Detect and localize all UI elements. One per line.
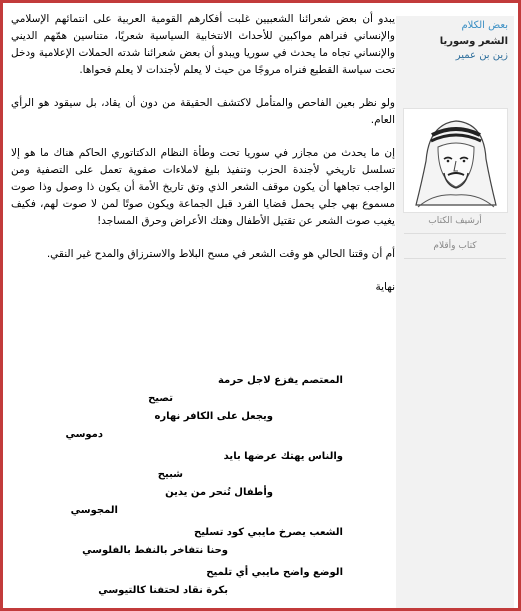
- author-sketch-icon: [404, 109, 507, 212]
- article-paragraph: يبدو أن بعض شعرائنا الشعبيين غلبت أفكارهم القومية العربية على انتمائهم الإسلامي والإنساني فنراهم مواكبين للأحداث الانتخابية السياسية شعريًا، متناسين همّهم الديني والإنساني تجاه ما يحدث في سوريا ويبدو أن بعض شعرائنا شدته الحملات الإعلامية ودخل تحت سياسة القطيع فنراه مروجًا من حيث لا يعلم لأجندات لا يعلم فحواها.: [11, 13, 395, 76]
- poem-line: المجوسي: [70, 505, 118, 516]
- poem-line: الوضع واضح مايبي أي تلميح: [206, 567, 343, 578]
- article-paragraph: أم أن وقتنا الحالي هو وقت الشعر في مسح البلاط والاسترزاق والمدح غير النقي.: [46, 248, 395, 260]
- author-portrait: [403, 108, 508, 213]
- author-sidebar: [396, 16, 514, 611]
- poem-line: شبيح: [157, 469, 183, 480]
- author-name[interactable]: زين بن عمير: [455, 50, 508, 61]
- article-title: الشعر وسوريا: [439, 36, 508, 47]
- sidebar-divider: [404, 258, 506, 259]
- article-body: [11, 11, 395, 312]
- writers-archive-link[interactable]: أرشيف الكتاب: [428, 216, 482, 226]
- poem-line: المعتصم يفزع لاجل حرمة: [217, 375, 343, 386]
- poem-line: تصيح: [148, 393, 173, 404]
- writers-list-link[interactable]: كتاب وأقلام: [433, 241, 477, 251]
- sidebar-divider: [404, 233, 506, 234]
- poem-line: ويجعل على الكافر نهاره: [154, 411, 273, 422]
- column-section-label[interactable]: بعض الكلام: [461, 20, 508, 31]
- article-paragraph: إن ما يحدث من مجازر في سوريا تحت وطأة النظام الدكتاتوري الحاكم هناك ما هو إلا تسلسل تاريخي لأجندة الحزب وتنفيذ بليغ لاملاءات صفوية تعمل على التصفية ومن الواجب تجاهها أن يكون موقف الشعر الذي وتق تاريخ الأمة أن يكون ذا وصول وذا صوت مسموع بهي جلي يحمل قضايا الفرد قبل الجماعة ويكون صوتًا لمن لا صوت لهم، فكيف يغيب صوت الشعر عن تقتيل الأطفال وهتك الأعراض وحرق المساجد!: [11, 147, 395, 227]
- poem-line: وأطفال تُنحر من يدين: [165, 487, 273, 498]
- poem-line: والناس يهتك عرضها باید: [223, 451, 343, 462]
- article-paragraph: ولو نظر بعين الفاحص والمتأمل لاكتشف الحقيقة من دون أن يقاد، بل سيقود هو الرأي العام.: [11, 97, 395, 126]
- poem-line: بكرة نقاد لحتفنا كالتيوسي: [98, 585, 228, 596]
- poem-line: الشعب يصرخ مايبي كود تسليح: [194, 527, 343, 538]
- poem-line: وحنا نتفاخر بالنفط بالفلوسي: [82, 545, 228, 556]
- article-ending: نهاية: [375, 281, 395, 293]
- poem-line: دموسي: [65, 429, 103, 440]
